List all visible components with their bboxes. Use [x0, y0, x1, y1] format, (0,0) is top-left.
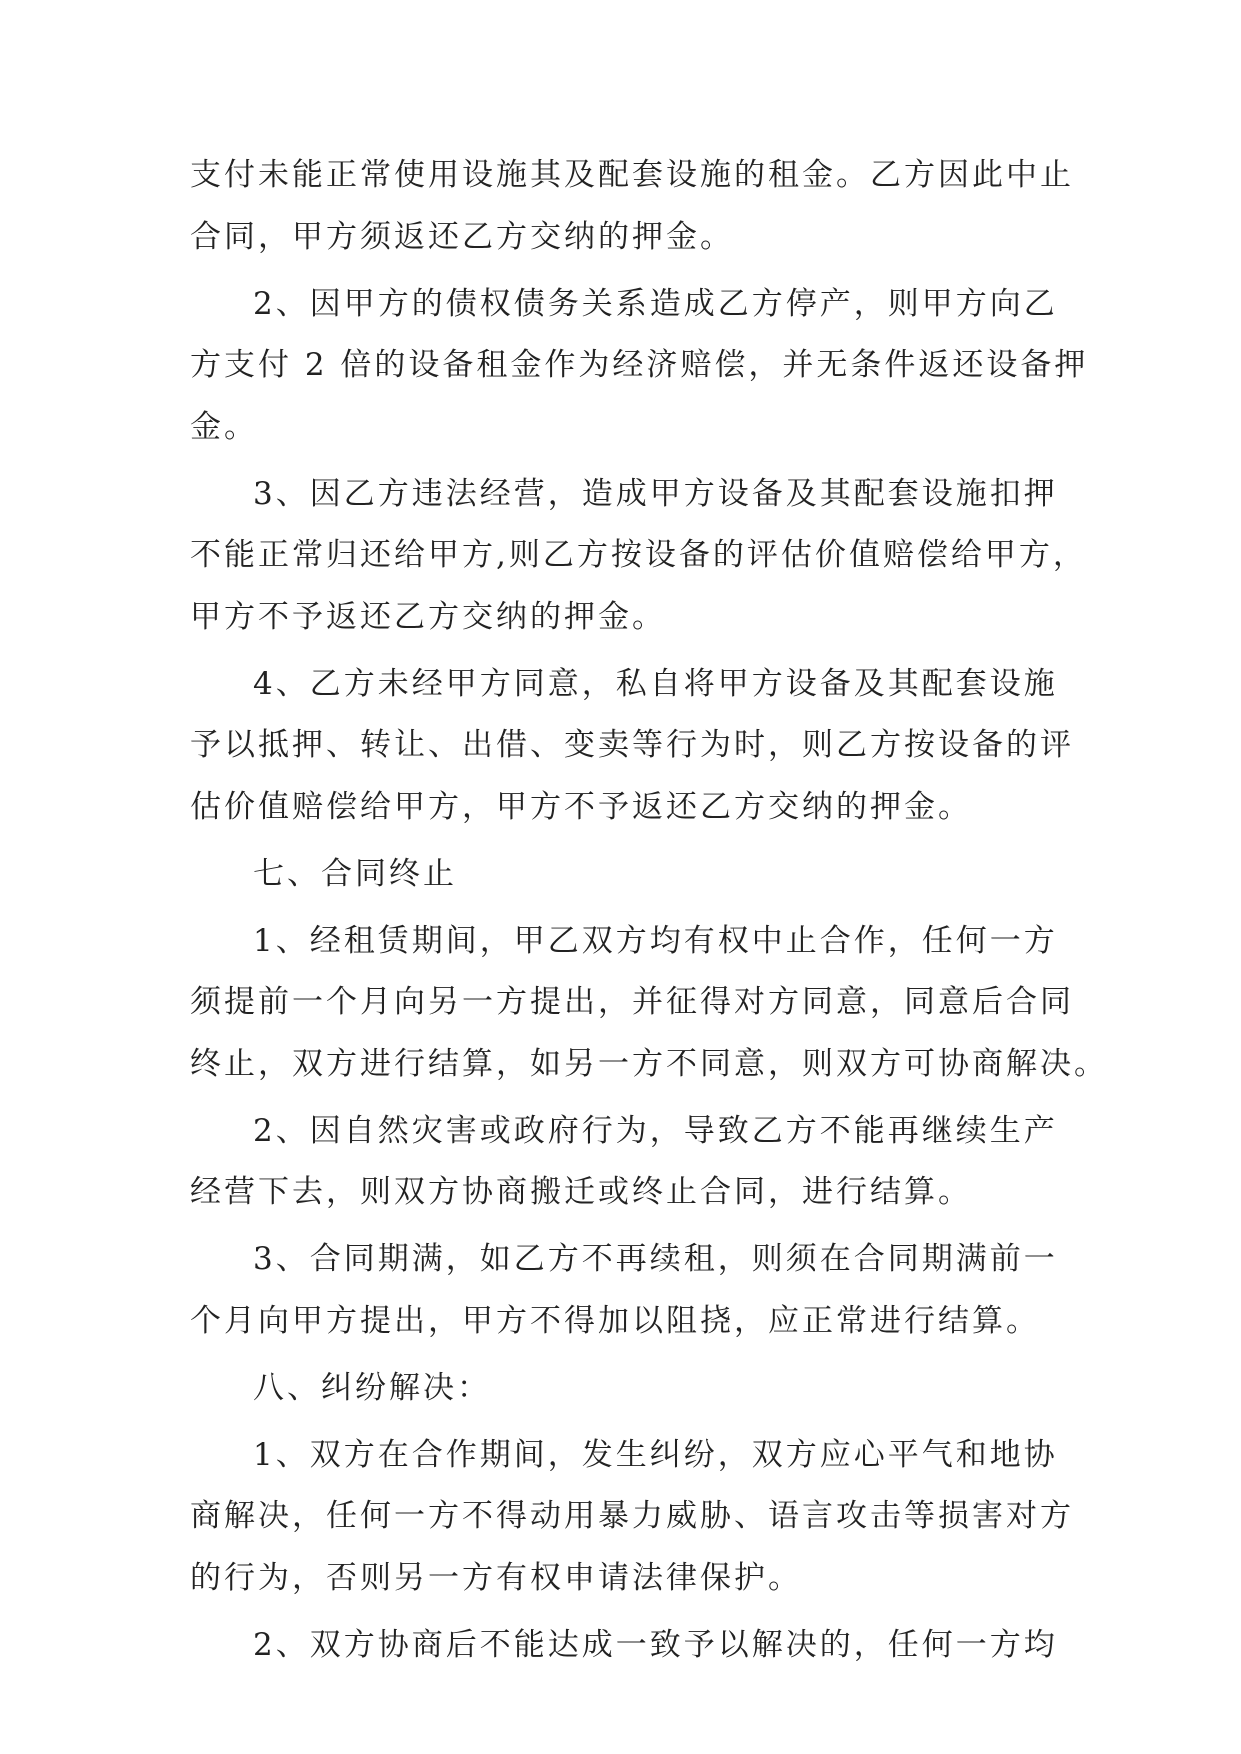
section-heading-dispute-resolution: [190, 1358, 1052, 1420]
paragraph-clause-4-unauthorized-mortgage: [190, 654, 1074, 839]
text-line: 终止，双方进行结算，如另一方不同意，则双方可协商解决。: [190, 1045, 1108, 1082]
text-line: 甲方不予返还乙方交纳的押金。: [190, 598, 666, 635]
paragraph-clause-2-debt: [190, 274, 1089, 459]
text-line: 个月向甲方提出，甲方不得加以阻挠，应正常进行结算。: [190, 1302, 1040, 1339]
text-line: 支付未能正常使用设施其及配套设施的租金。乙方因此中止: [190, 157, 1074, 193]
text-line: 商解决，任何一方不得动用暴力威胁、语言攻击等损害对方: [190, 1498, 1074, 1534]
section-heading: 八、纠纷解决：: [253, 1369, 491, 1406]
paragraph-termination-3: [190, 1229, 1058, 1352]
paragraph-clause-3-illegal-operation: [190, 464, 1087, 649]
text-line: 予以抵押、转让、出借、变卖等行为时，则乙方按设备的评: [190, 727, 1074, 763]
text-line: 2、因自然灾害或政府行为，导致乙方不能再继续生产: [253, 1112, 1058, 1149]
text-line: 3、合同期满，如乙方不再续租，则须在合同期满前一: [253, 1241, 1058, 1277]
text-line: 4、乙方未经甲方同意，私自将甲方设备及其配套设施: [253, 665, 1058, 702]
text-line: 1、经租赁期间，甲乙双方均有权中止合作，任何一方: [253, 922, 1058, 959]
section-heading-contract-termination: [190, 844, 1052, 906]
paragraph-dispute-1: [190, 1425, 1074, 1610]
paragraph-rent-refund: [190, 145, 1074, 268]
section-heading: 七、合同终止: [253, 855, 457, 892]
document-body: [190, 145, 1108, 1682]
text-line: 方支付 2 倍的设备租金作为经济赔偿，并无条件返还设备押: [190, 347, 1089, 383]
text-line: 经营下去，则双方协商搬迁或终止合同，进行结算。: [190, 1174, 972, 1210]
text-line: 合同，甲方须返还乙方交纳的押金。: [190, 218, 734, 255]
paragraph-termination-2: [190, 1101, 1058, 1224]
text-line: 估价值赔偿给甲方，甲方不予返还乙方交纳的押金。: [190, 788, 972, 825]
paragraph-termination-1: [190, 911, 1108, 1096]
text-line: 1、双方在合作期间，发生纠纷，双方应心平气和地协: [253, 1436, 1058, 1473]
text-line: 2、双方协商后不能达成一致予以解决的，任何一方均: [253, 1626, 1058, 1663]
paragraph-dispute-2: [190, 1615, 1058, 1677]
text-line: 2、因甲方的债权债务关系造成乙方停产，则甲方向乙: [253, 285, 1058, 322]
text-line: 金。: [190, 408, 258, 445]
text-line: 不能正常归还给甲方,则乙方按设备的评估价值赔偿给甲方，: [190, 537, 1087, 573]
text-line: 的行为，否则另一方有权申请法律保护。: [190, 1559, 802, 1596]
text-line: 须提前一个月向另一方提出，并征得对方同意，同意后合同: [190, 984, 1074, 1020]
text-line: 3、因乙方违法经营，造成甲方设备及其配套设施扣押: [253, 475, 1058, 512]
